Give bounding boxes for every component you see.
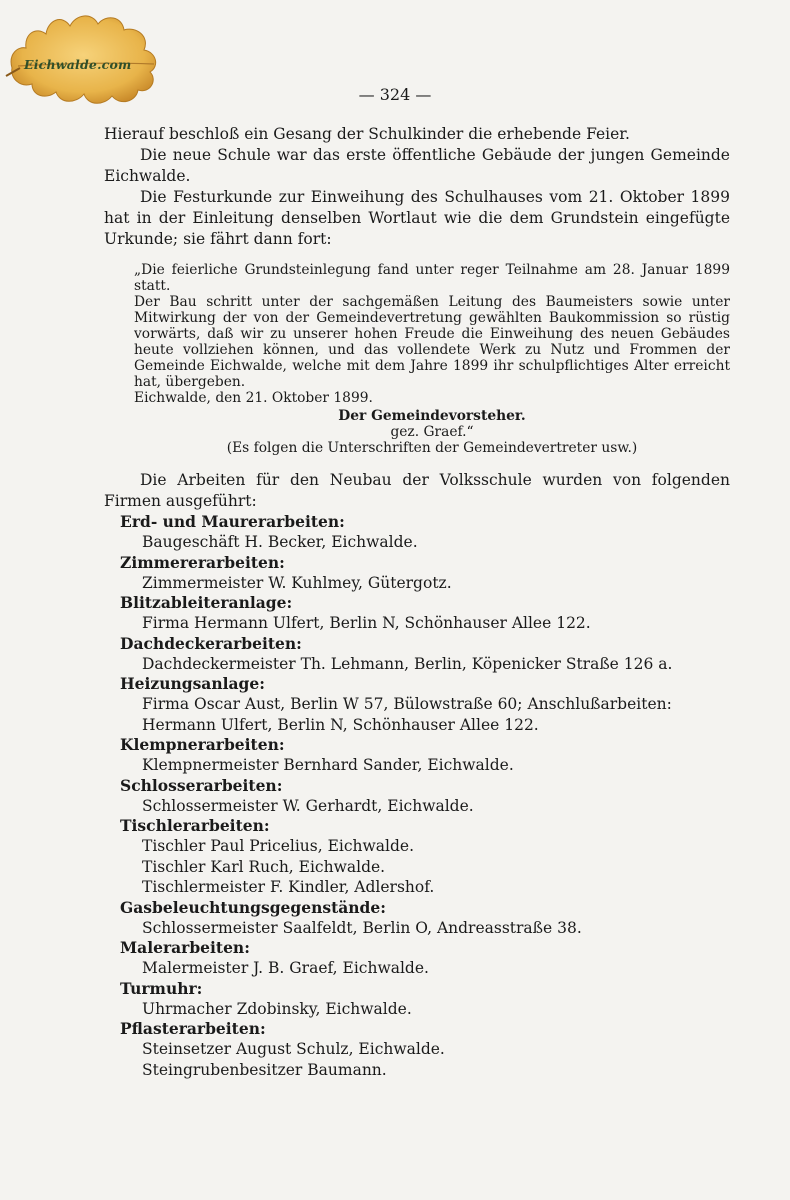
trade-entry: Malermeister J. B. Graef, Eichwalde. <box>142 959 429 977</box>
trade-entry: Tischler Karl Ruch, Eichwalde. <box>142 857 386 876</box>
trade-category: Gasbeleuchtungsgegenstände: <box>120 897 386 917</box>
trade-category: Erd- und Maurerarbeiten: <box>120 512 345 531</box>
quote-paragraph: Der Bau schritt unter der sachgemäßen Leitung des Baumeisters sowie unter Mitwirkung der von der Gemeindevertretung gewählten Baukommission so rüstig vorwärts, daß wir zu unserer hohen Freude die Einweihung des neuen Gebäudes heute vollziehen können, und das vollendete Werk zu Nutz und Frommen der Gemeinde Eichwalde, welche mit dem Jahre 1899 ihr schulpflichtiges Alter erreicht hat, übergeben. <box>134 294 730 390</box>
trade-category: Klempnerarbeiten: <box>120 735 285 754</box>
trade-category: Heizungsanlage: <box>120 674 265 693</box>
trade-category: Dachdeckerarbeiten: <box>120 633 302 653</box>
paragraph: Die neue Schule war das erste öffentliche Gebäude der jungen Gemeinde Eichwalde. <box>104 146 730 185</box>
signer-name: gez. Graef.“ <box>390 424 474 440</box>
trade-entry: Firma Hermann Ulfert, Berlin N, Schönhauser Allee 122. <box>142 614 591 632</box>
trade-entry: Steingrubenbesitzer Baumann. <box>142 1060 387 1079</box>
trade-entry: Uhrmacher Zdobinsky, Eichwalde. <box>142 999 412 1018</box>
trade-entry: Schlossermeister Saalfeldt, Berlin O, Andreasstraße 38. <box>142 918 582 937</box>
logo-text: Eichwalde.com <box>24 57 132 72</box>
trade-category: Schlosserarbeiten: <box>120 775 283 795</box>
trade-category: Malerarbeiten: <box>120 938 250 957</box>
trade-entry: Tischler Paul Pricelius, Eichwalde. <box>142 837 414 855</box>
trade-category: Zimmererarbeiten: <box>120 552 285 572</box>
trade-entry: Zimmermeister W. Kuhlmey, Gütergotz. <box>142 573 452 592</box>
charter-quote <box>134 262 730 456</box>
trade-entry: Hermann Ulfert, Berlin N, Schönhauser Allee 122. <box>142 715 539 734</box>
trades-list <box>104 512 730 1080</box>
page-number: — 324 — <box>358 85 432 104</box>
signature-note: (Es folgen die Unterschriften der Gemeindevertreter usw.) <box>226 440 638 456</box>
signer-title: Der Gemeindevorsteher. <box>338 408 526 424</box>
quote-date: Eichwalde, den 21. Oktober 1899. <box>134 390 373 406</box>
paragraph: Die Arbeiten für den Neubau der Volksschule wurden von folgenden Firmen ausgeführt: <box>104 471 730 510</box>
page-content <box>104 124 730 1080</box>
trade-entry: Firma Oscar Aust, Berlin W 57, Bülowstraße 60; Anschlußarbeiten: <box>142 695 672 713</box>
quote-paragraph: „Die feierliche Grundsteinlegung fand unter reger Teilnahme am 28. Januar 1899 statt. <box>134 262 730 294</box>
paragraph: Die Festurkunde zur Einweihung des Schulhauses vom 21. Oktober 1899 hat in der Einleitung denselben Wortlaut wie die dem Grundstein eingefügte Urkunde; sie fährt dann fort: <box>104 188 730 248</box>
trade-category: Blitzableiteranlage: <box>120 593 293 612</box>
trade-entry: Steinsetzer August Schulz, Eichwalde. <box>142 1040 445 1058</box>
trade-category: Tischlerarbeiten: <box>120 816 270 835</box>
trade-entry: Klempnermeister Bernhard Sander, Eichwalde. <box>142 756 514 774</box>
trade-category: Turmuhr: <box>120 978 203 998</box>
trade-entry: Schlossermeister W. Gerhardt, Eichwalde. <box>142 796 474 815</box>
trade-entry: Tischlermeister F. Kindler, Adlershof. <box>142 878 435 896</box>
trade-entry: Baugeschäft H. Becker, Eichwalde. <box>142 533 418 551</box>
trade-entry: Dachdeckermeister Th. Lehmann, Berlin, Köpenicker Straße 126 a. <box>142 654 673 673</box>
trade-category: Pflasterarbeiten: <box>120 1019 266 1038</box>
paragraph: Hierauf beschloß ein Gesang der Schulkinder die erhebende Feier. <box>104 125 630 143</box>
